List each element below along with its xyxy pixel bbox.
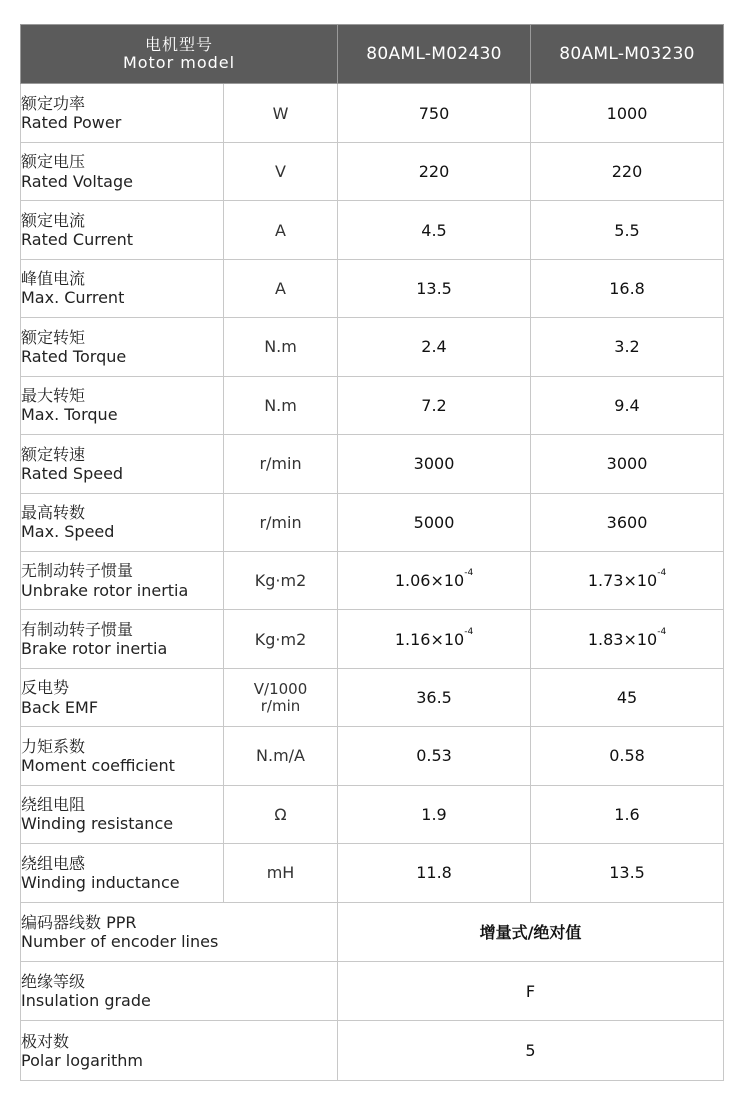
table-row (21, 727, 724, 785)
param-name-en: Rated Speed (21, 463, 124, 483)
table-row (21, 376, 724, 434)
unit-line-1: V/1000 (253, 680, 308, 699)
model-1-value: 36.5 (338, 668, 531, 726)
param-name-cell (21, 84, 224, 142)
table-row (21, 318, 724, 376)
model-1-value: 3000 (338, 435, 531, 493)
param-name-en: Moment coefficient (21, 755, 175, 775)
param-name-cell (21, 201, 224, 259)
param-name-cell (21, 610, 224, 668)
table-header-row (21, 25, 724, 84)
table-row (21, 668, 724, 726)
inertia-exponent: -4 (464, 626, 474, 637)
model-2-value: 1000 (531, 84, 724, 142)
param-name-en: Winding resistance (21, 814, 174, 834)
inertia-mantissa: 1.83×10 (587, 629, 658, 649)
param-name-zh: 绕组电阻 (21, 795, 86, 815)
model-header-1: 80AML-M02430 (338, 25, 531, 84)
param-unit: A (224, 259, 338, 317)
table-row (21, 902, 724, 961)
motor-model-label-en: Motor model (122, 53, 236, 73)
param-unit: V (224, 142, 338, 200)
model-1-value (338, 610, 531, 668)
param-unit (224, 668, 338, 726)
table-row (21, 962, 724, 1021)
model-1-value: 4.5 (338, 201, 531, 259)
param-unit: r/min (224, 493, 338, 551)
table-row (21, 142, 724, 200)
param-name-en: Rated Torque (21, 346, 127, 366)
param-unit: Kg·m2 (224, 551, 338, 609)
model-2-value (531, 610, 724, 668)
param-name-cell (21, 435, 224, 493)
param-name-zh: 额定电流 (21, 210, 86, 230)
param-name-zh: 反电势 (21, 678, 70, 698)
inertia-mantissa: 1.06×10 (394, 571, 465, 591)
table-row (21, 1021, 724, 1081)
shared-value: F (338, 962, 724, 1021)
param-name-en: Back EMF (21, 697, 99, 717)
param-name-cell (21, 727, 224, 785)
table-row (21, 435, 724, 493)
param-name-en: Number of encoder lines (21, 931, 219, 951)
param-name-en: Rated Voltage (21, 171, 133, 191)
model-2-value: 16.8 (531, 259, 724, 317)
motor-model-label-zh: 电机型号 (145, 34, 214, 54)
param-name-zh: 额定功率 (21, 93, 86, 113)
table-row (21, 84, 724, 142)
model-1-value: 0.53 (338, 727, 531, 785)
param-unit: Ω (224, 785, 338, 843)
param-name-zh: 编码器线数 PPR (21, 912, 137, 932)
param-unit: N.m/A (224, 727, 338, 785)
param-name-cell (21, 668, 224, 726)
model-1-value: 220 (338, 142, 531, 200)
param-unit: N.m (224, 318, 338, 376)
param-name-cell (21, 785, 224, 843)
model-2-value: 3600 (531, 493, 724, 551)
inertia-mantissa: 1.73×10 (587, 571, 658, 591)
inertia-mantissa: 1.16×10 (394, 629, 465, 649)
table-row (21, 551, 724, 609)
model-2-value: 45 (531, 668, 724, 726)
model-2-value: 3000 (531, 435, 724, 493)
model-2-value: 220 (531, 142, 724, 200)
model-1-value: 750 (338, 84, 531, 142)
param-name-zh: 绝缘等级 (21, 972, 86, 992)
inertia-exponent: -4 (657, 568, 667, 579)
param-name-en: Max. Torque (21, 405, 118, 425)
param-name-cell (21, 902, 338, 961)
param-name-zh: 额定转矩 (21, 327, 86, 347)
model-1-value (338, 551, 531, 609)
param-name-en: Insulation grade (21, 991, 151, 1011)
model-1-value: 13.5 (338, 259, 531, 317)
model-1-value: 5000 (338, 493, 531, 551)
model-header-2: 80AML-M03230 (531, 25, 724, 84)
param-name-cell (21, 1021, 338, 1081)
param-name-cell (21, 844, 224, 902)
param-unit: r/min (224, 435, 338, 493)
param-name-cell (21, 551, 224, 609)
param-name-zh: 绕组电感 (21, 853, 86, 873)
param-name-en: Unbrake rotor inertia (21, 580, 189, 600)
model-2-value: 0.58 (531, 727, 724, 785)
model-2-value (531, 551, 724, 609)
table-row (21, 259, 724, 317)
table-row (21, 493, 724, 551)
param-name-zh: 额定转速 (21, 444, 86, 464)
param-name-zh: 有制动转子惯量 (21, 619, 134, 639)
param-name-zh: 最大转矩 (21, 386, 86, 406)
param-name-zh: 峰值电流 (21, 269, 86, 289)
param-name-zh: 额定电压 (21, 152, 86, 172)
param-unit: N.m (224, 376, 338, 434)
param-name-zh: 无制动转子惯量 (21, 561, 134, 581)
model-2-value: 3.2 (531, 318, 724, 376)
param-unit: A (224, 201, 338, 259)
shared-value: 增量式/绝对值 (338, 902, 724, 961)
param-unit: Kg·m2 (224, 610, 338, 668)
param-name-en: Polar logarithm (21, 1050, 143, 1070)
param-name-en: Brake rotor inertia (21, 639, 168, 659)
unit-line-2: r/min (260, 696, 301, 715)
param-name-en: Max. Speed (21, 522, 115, 542)
table-row (21, 785, 724, 843)
model-1-value: 7.2 (338, 376, 531, 434)
param-name-en: Winding inductance (21, 872, 180, 892)
param-name-zh: 极对数 (21, 1031, 70, 1051)
model-2-value: 13.5 (531, 844, 724, 902)
param-name-cell (21, 376, 224, 434)
param-name-cell (21, 493, 224, 551)
table-row (21, 844, 724, 902)
table-row (21, 610, 724, 668)
param-unit: mH (224, 844, 338, 902)
table-row (21, 201, 724, 259)
model-1-value: 1.9 (338, 785, 531, 843)
param-name-en: Max. Current (21, 288, 125, 308)
motor-model-header (21, 25, 338, 84)
param-name-cell (21, 259, 224, 317)
shared-value: 5 (338, 1021, 724, 1081)
inertia-exponent: -4 (657, 626, 667, 637)
param-name-en: Rated Power (21, 113, 122, 133)
model-1-value: 2.4 (338, 318, 531, 376)
model-2-value: 9.4 (531, 376, 724, 434)
param-name-zh: 力矩系数 (21, 736, 86, 756)
model-1-value: 11.8 (338, 844, 531, 902)
model-2-value: 5.5 (531, 201, 724, 259)
inertia-exponent: -4 (464, 568, 474, 579)
param-name-cell (21, 962, 338, 1021)
model-2-value: 1.6 (531, 785, 724, 843)
param-name-cell (21, 142, 224, 200)
motor-spec-table (20, 24, 724, 1081)
param-name-cell (21, 318, 224, 376)
param-name-en: Rated Current (21, 230, 134, 250)
param-name-zh: 最高转数 (21, 503, 86, 523)
param-unit: W (224, 84, 338, 142)
